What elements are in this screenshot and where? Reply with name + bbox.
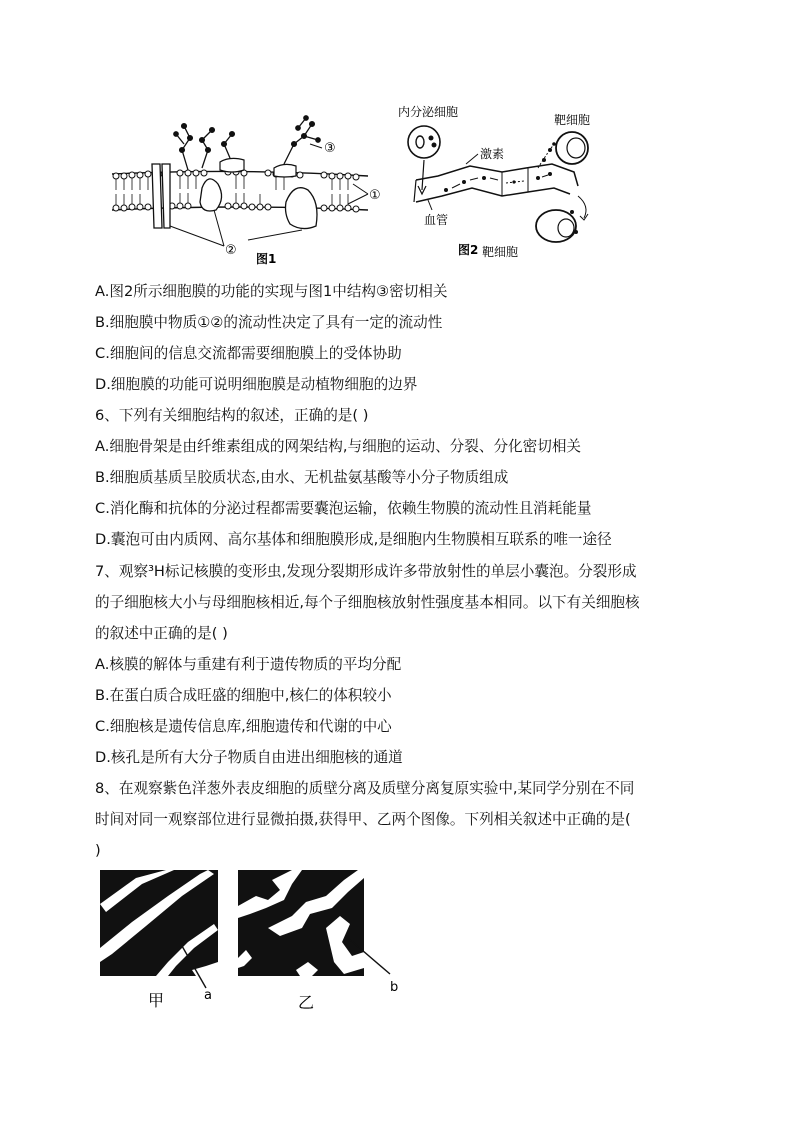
- q6-option-c: C.消化酶和抗体的分泌过程都需要囊泡运输，依赖生物膜的流动性且消耗能量: [95, 500, 592, 517]
- q8-stem-line-1: 8、在观察紫色洋葱外表皮细胞的质壁分离及质壁分离复原实验中,某同学分别在不同: [95, 780, 635, 797]
- q6-option-d: D.囊泡可由内质网、高尔基体和细胞膜形成,是细胞内生物膜相互联系的唯一途径: [95, 531, 612, 548]
- membrane-and-signaling-figure: [98, 98, 608, 270]
- q6-option-a: A.细胞骨架是由纤维素组成的网架结构,与细胞的运动、分裂、分化密切相关: [95, 438, 582, 455]
- q7-option-b: B.在蛋白质合成旺盛的细胞中,核仁的体积较小: [95, 687, 392, 704]
- label-2: ②: [225, 243, 237, 258]
- q7-stem-line-3: 的叙述中正确的是( ): [95, 625, 228, 642]
- plasmolysis-micrographs: [96, 866, 408, 1022]
- label-a: a: [204, 988, 212, 1003]
- micrograph-yi: [238, 870, 398, 1012]
- q5-option-d: D.细胞膜的功能可说明细胞膜是动植物细胞的边界: [95, 376, 418, 393]
- label-1: ①: [369, 188, 381, 203]
- target-cell-bottom-label: 靶细胞: [482, 245, 519, 259]
- q7-option-c: C.细胞核是遗传信息库,细胞遗传和代谢的中心: [95, 718, 392, 735]
- micrograph-jia: [100, 870, 218, 1010]
- figure-1-membrane: [112, 116, 381, 266]
- q7-stem-line-2: 的子细胞核大小与母细胞核相近,每个子细胞核放射性强度基本相同。以下有关细胞核: [95, 594, 640, 611]
- q8-stem-line-3: ): [95, 842, 101, 859]
- figure-2-signaling: [398, 104, 590, 259]
- label-jia: 甲: [148, 991, 165, 1010]
- label-3: ③: [324, 141, 336, 156]
- endocrine-cell-label: 内分泌细胞: [398, 105, 459, 119]
- target-cell-top-label: 靶细胞: [554, 113, 591, 127]
- q6-option-b: B.细胞质基质呈胶质状态,由水、无机盐氨基酸等小分子物质组成: [95, 469, 509, 486]
- q6-stem: 6、下列有关细胞结构的叙述，正确的是( ): [95, 407, 369, 424]
- q5-option-a: A.图2所示细胞膜的功能的实现与图1中结构③密切相关: [95, 283, 448, 300]
- q8-stem-line-2: 时间对同一观察部位进行显微拍摄,获得甲、乙两个图像。下列相关叙述中正确的是(: [95, 811, 631, 828]
- q5-option-b: B.细胞膜中物质①②的流动性决定了具有一定的流动性: [95, 314, 443, 331]
- figure-1-caption: 图1: [256, 252, 277, 266]
- hormone-label: 激素: [480, 147, 505, 161]
- q7-option-d: D.核孔是所有大分子物质自由进出细胞核的通道: [95, 749, 403, 766]
- q7-stem-line-1: 7、观察³H标记核膜的变形虫,发现分裂期形成许多带放射性的单层小囊泡。分裂形成: [95, 563, 637, 580]
- blood-vessel-label: 血管: [424, 213, 449, 227]
- label-yi: 乙: [298, 993, 315, 1012]
- figure-2-caption: 图2: [458, 243, 479, 257]
- q7-option-a: A.核膜的解体与重建有利于遗传物质的平均分配: [95, 656, 402, 673]
- q5-option-c: C.细胞间的信息交流都需要细胞膜上的受体协助: [95, 345, 402, 362]
- label-b: b: [390, 980, 399, 995]
